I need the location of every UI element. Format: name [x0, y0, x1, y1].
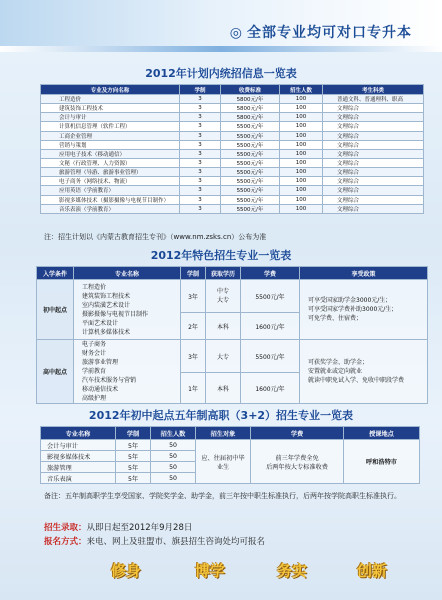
list-item: 计算机多媒体技术 — [82, 328, 131, 336]
duration-cell: 3 — [180, 113, 221, 122]
quota-cell: 100 — [280, 140, 323, 149]
fee-cell: 1600元/年 — [241, 373, 300, 404]
fee-cell: 5500元/年 — [221, 204, 280, 213]
subject-type-cell: 文理综合 — [323, 149, 424, 158]
list-item: 财务会计 — [82, 350, 107, 357]
major-name-cell: 旅游管理 — [41, 462, 116, 473]
duration-cell: 3 — [180, 158, 221, 167]
quota-cell: 50 — [151, 462, 196, 473]
duration-cell: 3 — [180, 204, 221, 213]
fee-cell: 5500元/年 — [241, 340, 300, 373]
signup-label: 报名方式： — [44, 537, 87, 547]
quota-cell: 100 — [280, 158, 323, 167]
duration-cell: 3 — [180, 149, 221, 158]
list-item: 可享受国家学费补助3000元/生； — [308, 306, 398, 313]
degree-cell — [206, 280, 241, 313]
table-row — [41, 195, 424, 204]
quota-cell: 100 — [280, 177, 323, 186]
list-item: 可免学费、住宿费； — [308, 315, 363, 322]
fee-cell: 5500元/年 — [221, 186, 280, 195]
subject-type-cell: 文理综合 — [323, 104, 424, 113]
banner-text: 全部专业均可对口专升本 — [247, 25, 412, 41]
table-row — [41, 113, 424, 122]
table-row — [37, 340, 428, 373]
list-item: 电子商务 — [82, 341, 107, 348]
fee-cell: 5500元/年 — [221, 140, 280, 149]
list-item: 安置就业或定向就业 — [308, 368, 363, 375]
list-item: 可获奖学金、助学金； — [308, 359, 369, 366]
program-name-cell: 工程造价 — [41, 95, 180, 104]
subject-type-cell: 文理综合 — [323, 186, 424, 195]
program-name-cell: 计算机信息管理（软件工程） — [41, 122, 180, 131]
quota-cell: 50 — [151, 440, 196, 451]
degree-text: 中专 大专 — [216, 288, 229, 304]
subject-type-cell: 文理综合 — [323, 168, 424, 177]
years-cell: 3年 — [181, 340, 206, 373]
quota-cell: 100 — [280, 195, 323, 204]
motto-word: 创新 — [356, 562, 387, 580]
program-name-cell: 会计与审计 — [41, 113, 180, 122]
table-header-row — [41, 427, 420, 440]
fee-cell: 5500元/年 — [221, 195, 280, 204]
program-name-cell: 应用英语（学前教育） — [41, 186, 180, 195]
years-cell: 2年 — [181, 313, 206, 340]
five-year-program-table — [40, 426, 420, 484]
col-header: 招生对象 — [196, 427, 251, 440]
quota-cell: 50 — [151, 451, 196, 462]
fee-cell: 5800元/年 — [221, 95, 280, 104]
list-item: 学前教育 — [82, 368, 107, 375]
duration-cell: 3 — [180, 95, 221, 104]
col-header: 专业名称 — [74, 267, 181, 280]
quota-cell: 100 — [280, 95, 323, 104]
duration-cell: 3 — [180, 140, 221, 149]
col-header: 收费标准 — [221, 85, 280, 95]
subject-type-cell: 文理综合 — [323, 131, 424, 140]
list-item: 移动通信技术 — [82, 386, 119, 393]
table-header-row — [37, 267, 428, 280]
col-header: 学制 — [181, 267, 206, 280]
col-header: 学费 — [251, 427, 344, 440]
subject-type-cell: 文理综合 — [323, 158, 424, 167]
list-item: 就读中职免试入学、免收中职段学费 — [308, 377, 405, 384]
duration-cell: 3 — [180, 104, 221, 113]
col-header: 招生人数 — [280, 85, 323, 95]
col-header: 授课地点 — [344, 427, 420, 440]
col-header: 专业名称 — [41, 427, 116, 440]
subject-type-cell: 普通文科、普通理科、职高 — [323, 95, 424, 104]
col-header: 考生科类 — [323, 85, 424, 95]
fee-cell: 5500元/年 — [221, 177, 280, 186]
fee-cell: 1600元/年 — [241, 313, 300, 340]
admission-text: 从即日起至2012年9月28日 — [86, 523, 193, 533]
fee-cell: 5500元/年 — [241, 280, 300, 313]
table-row — [41, 168, 424, 177]
subject-type-cell: 文理综合 — [323, 122, 424, 131]
table-row — [41, 186, 424, 195]
col-header: 入学条件 — [37, 267, 74, 280]
table-row — [41, 95, 424, 104]
duration-cell: 5年 — [116, 440, 151, 451]
fee-cell: 5800元/年 — [221, 113, 280, 122]
table-row — [41, 131, 424, 140]
quota-cell: 100 — [280, 149, 323, 158]
table-row — [41, 149, 424, 158]
col-header: 专业及方向名称 — [41, 85, 180, 95]
list-item: 摄影摄像与电视节目制作 — [82, 310, 149, 318]
list-item: 高级护理 — [82, 395, 107, 402]
years-cell: 3年 — [181, 280, 206, 313]
policy-cell — [300, 280, 428, 340]
duration-cell: 3 — [180, 122, 221, 131]
table3-title: 2012年初中起点五年制高职（3+2）招生专业一览表 — [88, 409, 354, 422]
fee-cell: 5500元/年 — [221, 168, 280, 177]
program-name-cell: 建筑装饰工程技术 — [41, 104, 180, 113]
degree-cell: 本科 — [206, 313, 241, 340]
major-name-cell: 会计与审计 — [41, 440, 116, 451]
stage-cell: 高中起点 — [37, 340, 74, 404]
duration-cell: 5年 — [116, 451, 151, 462]
fee-cell: 5500元/年 — [221, 131, 280, 140]
subject-type-cell: 文理综合 — [323, 113, 424, 122]
table1-note: 注：招生计划以《内蒙古教育招生专刊》（www.nm.zsks.cn）公布为准 — [44, 233, 267, 241]
major-name-cell: 影视多媒体技术 — [41, 451, 116, 462]
subject-type-cell: 文理综合 — [323, 177, 424, 186]
program-name-cell: 工商企业管理 — [41, 131, 180, 140]
special-majors-table — [36, 266, 428, 404]
majors-cell — [74, 280, 181, 340]
duration-cell: 3 — [180, 195, 221, 204]
quota-cell: 50 — [151, 473, 196, 484]
table-row — [41, 440, 420, 451]
circle-icon: ◎ — [229, 25, 243, 41]
table2-title: 2012年特色招生专业一览表 — [150, 249, 292, 262]
duration-cell: 3 — [180, 186, 221, 195]
program-name-cell: 应用电子技术（移动通信） — [41, 149, 180, 158]
years-cell: 1年 — [181, 373, 206, 404]
plan-admission-table — [40, 84, 424, 214]
table3-note: 备注：五年制高职学生享受国家、学院奖学金、助学金，前三年按中职生标准执行，后两年按学院高职生标准执行。 — [44, 492, 401, 500]
stage-cell: 初中起点 — [37, 280, 74, 340]
table-row — [41, 204, 424, 213]
program-name-cell: 电子商务（网络技术、物流） — [41, 177, 180, 186]
degree-cell: 本科 — [206, 373, 241, 404]
program-name-cell: 旅游管理（导游、旅游事业管理） — [41, 168, 180, 177]
target-cell: 应、往届初中毕业生 — [196, 440, 251, 484]
quota-cell: 100 — [280, 104, 323, 113]
table-row — [41, 158, 424, 167]
fee-cell: 5500元/年 — [221, 149, 280, 158]
table-row — [41, 122, 424, 131]
col-header: 学制 — [180, 85, 221, 95]
admission-line — [44, 521, 192, 533]
motto-word: 博学 — [194, 562, 225, 580]
location-cell: 呼和浩特市 — [344, 440, 420, 484]
majors-cell — [74, 340, 181, 404]
quota-cell: 100 — [280, 122, 323, 131]
table-row — [41, 104, 424, 113]
signup-text: 来电、网上及驻盟市、旗县招生咨询处均可报名 — [86, 537, 266, 547]
col-header: 获取学历 — [206, 267, 241, 280]
fee-cell: 前三年学费全免 后两年按大专标准收费 — [251, 440, 344, 484]
quota-cell: 100 — [280, 168, 323, 177]
col-header: 学制 — [116, 427, 151, 440]
duration-cell: 5年 — [116, 462, 151, 473]
duration-cell: 5年 — [116, 473, 151, 484]
fee-cell: 5500元/年 — [221, 122, 280, 131]
motto-word: 修身 — [110, 562, 141, 580]
fee-cell: 5500元/年 — [221, 158, 280, 167]
col-header: 学费 — [241, 267, 300, 280]
signup-line — [44, 535, 265, 547]
quota-cell: 100 — [280, 186, 323, 195]
program-name-cell: 音乐表演（学前教育） — [41, 204, 180, 213]
list-item: 平面艺术设计 — [82, 319, 119, 327]
quota-cell: 100 — [280, 131, 323, 140]
degree-cell: 大专 — [206, 340, 241, 373]
duration-cell: 3 — [180, 168, 221, 177]
duration-cell: 3 — [180, 177, 221, 186]
list-item: 可享受国家助学金3000元/生； — [308, 297, 392, 304]
fee-cell: 5800元/年 — [221, 104, 280, 113]
policy-cell — [300, 340, 428, 404]
motto-word: 务实 — [276, 562, 307, 580]
banner-slogan — [230, 22, 412, 42]
subject-type-cell: 文理综合 — [323, 140, 424, 149]
col-header: 招生人数 — [151, 427, 196, 440]
program-name-cell: 文秘（行政管理、人力资源） — [41, 158, 180, 167]
table-row — [37, 280, 428, 313]
list-item: 旅游事业管理 — [82, 359, 119, 366]
subject-type-cell: 文理综合 — [323, 204, 424, 213]
table-row — [41, 177, 424, 186]
table-row — [41, 140, 424, 149]
table1-title: 2012年计划内统招信息一览表 — [145, 67, 297, 80]
table-header-row — [41, 85, 424, 95]
quota-cell: 100 — [280, 204, 323, 213]
list-item: 工程造价 — [82, 283, 107, 291]
subject-type-cell: 文理综合 — [323, 195, 424, 204]
program-name-cell: 营销与策划 — [41, 140, 180, 149]
col-header: 享受政策 — [300, 267, 428, 280]
divider-ribbon — [0, 46, 442, 52]
list-item: 建筑装饰工程技术 — [82, 292, 131, 300]
program-name-cell: 影视多媒体技术（摄影摄像与电视节目制作） — [41, 195, 180, 204]
list-item: 汽车技术服务与营销 — [82, 377, 137, 384]
admission-label: 招生录取： — [44, 523, 87, 533]
list-item: 室内装潢艺术设计 — [82, 301, 131, 309]
duration-cell: 3 — [180, 131, 221, 140]
major-name-cell: 音乐表演 — [41, 473, 116, 484]
quota-cell: 100 — [280, 113, 323, 122]
